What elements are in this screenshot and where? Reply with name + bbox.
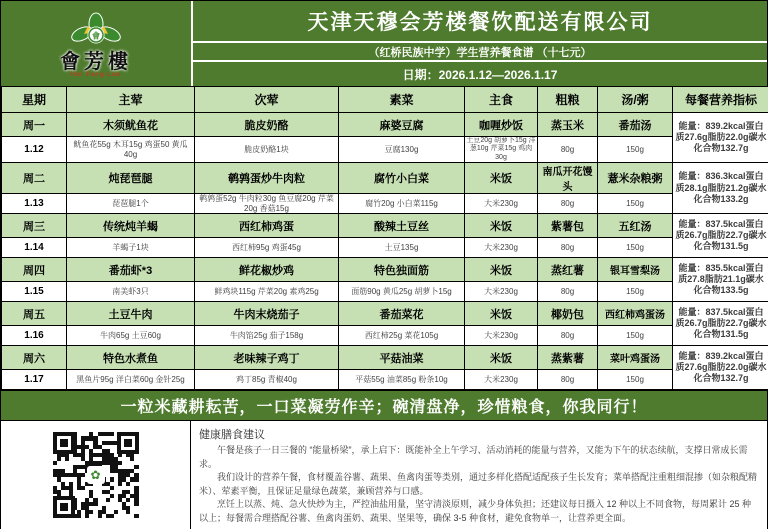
table-row <box>2 258 768 282</box>
table-header-row <box>2 87 768 113</box>
table-row <box>2 113 768 137</box>
dish-detail: 羊蝎子1块 <box>67 238 195 258</box>
qr-finder-icon <box>53 432 75 454</box>
dish-detail: 鱿鱼花55g 木耳15g 鸡蛋50 黄瓜40g <box>67 137 195 163</box>
dish-name: 紫薯包 <box>538 214 598 238</box>
dish-detail: 150g <box>598 194 673 214</box>
dish-name: 米饭 <box>465 163 538 194</box>
advice-paragraph: 烹饪上以蒸、炖、急火快炒为主，严控油盐用量，坚守清淡原则，减少身体负担；还建议每日摄入 12 种以上不同食物，每周累计 25 种以上；每餐需合理搭配谷薯、鱼禽肉蛋奶、蔬果、坚果等，确保 3-5 种食材，避免食物单一，让营养更全面。 <box>199 499 752 523</box>
page-footer <box>1 420 767 529</box>
dish-detail: 牛肉馅25g 茄子158g <box>195 326 339 346</box>
dish-detail: 豆腐130g <box>339 137 465 163</box>
page-header <box>1 1 767 86</box>
day-label: 周六 <box>2 346 67 370</box>
dish-detail: 琵琶腿1个 <box>67 194 195 214</box>
dish-detail: 大米230g <box>465 282 538 302</box>
dish-name: 酸辣土豆丝 <box>339 214 465 238</box>
dish-name: 鹌鹑蛋炒牛肉粒 <box>195 163 339 194</box>
advice-title: 健康膳食建议 <box>199 429 265 442</box>
table-row <box>2 137 768 163</box>
dish-name: 蒸玉米 <box>538 113 598 137</box>
date-label: 1.16 <box>2 326 67 346</box>
dish-name: 米饭 <box>465 258 538 282</box>
advice-paragraph: 午餐是孩子一日三餐的 “能量桥梁”，承上启下：既能补全上午学习、活动消耗的能量与营养，又能为下午的状态续航，支撑日常成长需求。 <box>199 445 748 469</box>
company-title: 天津天穆会芳楼餐饮配送有限公司 <box>193 1 767 43</box>
flower-logo-icon <box>64 12 128 52</box>
dish-name: 蒸红薯 <box>538 258 598 282</box>
dish-name: 牛肉末烧茄子 <box>195 302 339 326</box>
nutrition-cell: 能量：835.5kcal蛋白质27.8脂肪21.1g碳水化合物133.5g <box>673 258 768 302</box>
dish-name: 西红柿鸡蛋 <box>195 214 339 238</box>
dish-detail: 南美虾3只 <box>67 282 195 302</box>
dish-name: 番茄菜花 <box>339 302 465 326</box>
dish-detail: 西红柿25g 菜花105g <box>339 326 465 346</box>
nutrition-cell: 能量：837.5kcal蛋白质26.7g脂肪22.7g碳水化合物131.5g <box>673 302 768 346</box>
qr-center-logo-icon: ✿ <box>87 466 105 484</box>
col-header-vegetable: 素菜 <box>339 87 465 113</box>
dish-detail: 鸡丁85g 青椒40g <box>195 370 339 390</box>
dish-name: 特色独面筋 <box>339 258 465 282</box>
table-row <box>2 326 768 346</box>
col-header-main-meat: 主荤 <box>67 87 195 113</box>
dish-detail: 大米230g <box>465 326 538 346</box>
dish-detail: 西红柿95g 鸡蛋45g <box>195 238 339 258</box>
day-label: 周四 <box>2 258 67 282</box>
svg-text:會: 會 <box>92 31 100 40</box>
dish-name: 脆皮奶酪 <box>195 113 339 137</box>
dish-detail: 150g <box>598 282 673 302</box>
dish-name: 平菇油菜 <box>339 346 465 370</box>
dish-name: 番茄汤 <box>598 113 673 137</box>
date-label: 1.14 <box>2 238 67 258</box>
advice-paragraph: 我们设计的营养午餐，食材覆盖谷薯、蔬果、鱼禽肉蛋等类别，通过多样化搭配适配孩子生长发育；菜单搭配注重粗细混掺（如杂粮配精米）、荤素平衡，且保证足量绿色蔬菜，兼顾营养与口感。 <box>199 472 758 496</box>
dish-name: 腐竹小白菜 <box>339 163 465 194</box>
dish-name: 麻婆豆腐 <box>339 113 465 137</box>
dish-detail: 80g <box>538 282 598 302</box>
dish-detail: 脆皮奶酪1块 <box>195 137 339 163</box>
dish-detail: 80g <box>538 194 598 214</box>
nutrition-cell: 能量：839.2kcal蛋白质27.6g脂肪22.0g碳水化合物132.7g <box>673 346 768 390</box>
nutrition-cell: 能量：837.5kcal蛋白质26.7g脂肪22.7g碳水化合物131.5g <box>673 214 768 258</box>
date-line: 日期：2026.1.12—2026.1.17 <box>402 67 558 82</box>
dish-name: 菜叶鸡蛋汤 <box>598 346 673 370</box>
table-row <box>2 163 768 194</box>
table-row <box>2 370 768 390</box>
dish-name: 咖喱炒饭 <box>465 113 538 137</box>
menu-table <box>1 86 768 390</box>
table-row <box>2 346 768 370</box>
col-header-nutrition: 每餐营养指标 <box>673 87 768 113</box>
dish-detail: 150g <box>598 137 673 163</box>
dish-name: 炖琵琶腿 <box>67 163 195 194</box>
dish-name: 木须鱿鱼花 <box>67 113 195 137</box>
col-header-coarse-grain: 粗粮 <box>538 87 598 113</box>
dish-detail: 大米230g <box>465 238 538 258</box>
dish-detail: 150g <box>598 370 673 390</box>
logo-cn-text: 會芳樓 <box>60 50 132 73</box>
day-label: 周一 <box>2 113 67 137</box>
dish-name: 老味辣子鸡丁 <box>195 346 339 370</box>
dish-name: 米饭 <box>465 346 538 370</box>
dish-name: 番茄虾*3 <box>67 258 195 282</box>
title-area <box>193 1 767 86</box>
col-header-staple: 主食 <box>465 87 538 113</box>
dish-name: 银耳雪梨汤 <box>598 258 673 282</box>
logo-en-text: Hui Fang Lou <box>70 71 122 78</box>
col-header-week: 星期 <box>2 87 67 113</box>
nutrition-cell: 能量：836.3kcal蛋白质28.1g脂肪21.2g碳水化合物133.2g <box>673 163 768 214</box>
dish-detail: 80g <box>538 370 598 390</box>
dish-detail: 鲜鸡块115g 芹菜20g 素鸡25g <box>195 282 339 302</box>
dish-name: 米饭 <box>465 302 538 326</box>
dish-detail: 土豆20g 胡萝卜15g 洋葱10g 芹菜15g 鸡肉30g <box>466 137 536 161</box>
table-row <box>2 282 768 302</box>
company-logo <box>1 1 193 86</box>
day-label: 周三 <box>2 214 67 238</box>
dish-detail: 150g <box>598 326 673 346</box>
dish-detail: 腐竹20g 小白菜115g <box>339 194 465 214</box>
table-row <box>2 238 768 258</box>
dish-name: 五红汤 <box>598 214 673 238</box>
day-label: 周五 <box>2 302 67 326</box>
dish-name: 薏米杂粮粥 <box>598 163 673 194</box>
menu-subtitle: （红桥民族中学）学生营养餐食谱 （十七元） <box>193 43 767 62</box>
dish-detail: 80g <box>538 137 598 163</box>
dish-name: 传统炖羊蝎 <box>67 214 195 238</box>
dish-detail: 80g <box>538 326 598 346</box>
slogan-banner: 一粒米藏耕耘苦，一口菜凝劳作辛；碗清盘净，珍惜粮食，你我同行！ <box>1 390 767 420</box>
dish-name: 米饭 <box>465 214 538 238</box>
day-label: 周二 <box>2 163 67 194</box>
date-label: 1.15 <box>2 282 67 302</box>
table-row <box>2 194 768 214</box>
dish-detail: 面筋90g 黄瓜25g 胡萝卜15g <box>339 282 465 302</box>
dish-detail: 黑鱼片95g 洋白菜60g 金针25g <box>67 370 195 390</box>
dish-detail: 鹌鹑蛋52g 牛肉粒30g 鱼豆腐20g 芹菜20g 香菇15g <box>195 194 339 214</box>
dish-name: 蒸紫薯 <box>538 346 598 370</box>
qr-finder-icon <box>53 496 75 518</box>
col-header-second-meat: 次荤 <box>195 87 339 113</box>
qr-code <box>53 432 139 518</box>
table-row <box>2 302 768 326</box>
dish-name: 土豆牛肉 <box>67 302 195 326</box>
dish-name: 西红柿鸡蛋汤 <box>598 302 673 326</box>
dish-name: 鲜花椒炒鸡 <box>195 258 339 282</box>
dish-detail: 平菇55g 油菜85g 粉条10g <box>339 370 465 390</box>
qr-cell <box>1 421 191 529</box>
date-label: 1.17 <box>2 370 67 390</box>
dish-detail: 150g <box>598 238 673 258</box>
dish-name: 特色水煮鱼 <box>67 346 195 370</box>
dish-name: 南瓜开花馒头 <box>538 163 598 194</box>
dish-detail: 土豆135g <box>339 238 465 258</box>
dish-detail: 牛肉65g 土豆60g <box>67 326 195 346</box>
dish-detail: 80g <box>538 238 598 258</box>
table-row <box>2 214 768 238</box>
col-header-soup: 汤/粥 <box>598 87 673 113</box>
health-advice <box>191 421 767 529</box>
dish-name: 椰奶包 <box>538 302 598 326</box>
dish-detail: 大米230g <box>465 194 538 214</box>
nutrition-cell: 能量：839.2kcal蛋白质27.6g脂肪22.0g碳水化合物132.7g <box>673 113 768 163</box>
qr-finder-icon <box>117 432 139 454</box>
dish-detail: 大米230g <box>465 370 538 390</box>
date-label: 1.12 <box>2 137 67 163</box>
date-label: 1.13 <box>2 194 67 214</box>
